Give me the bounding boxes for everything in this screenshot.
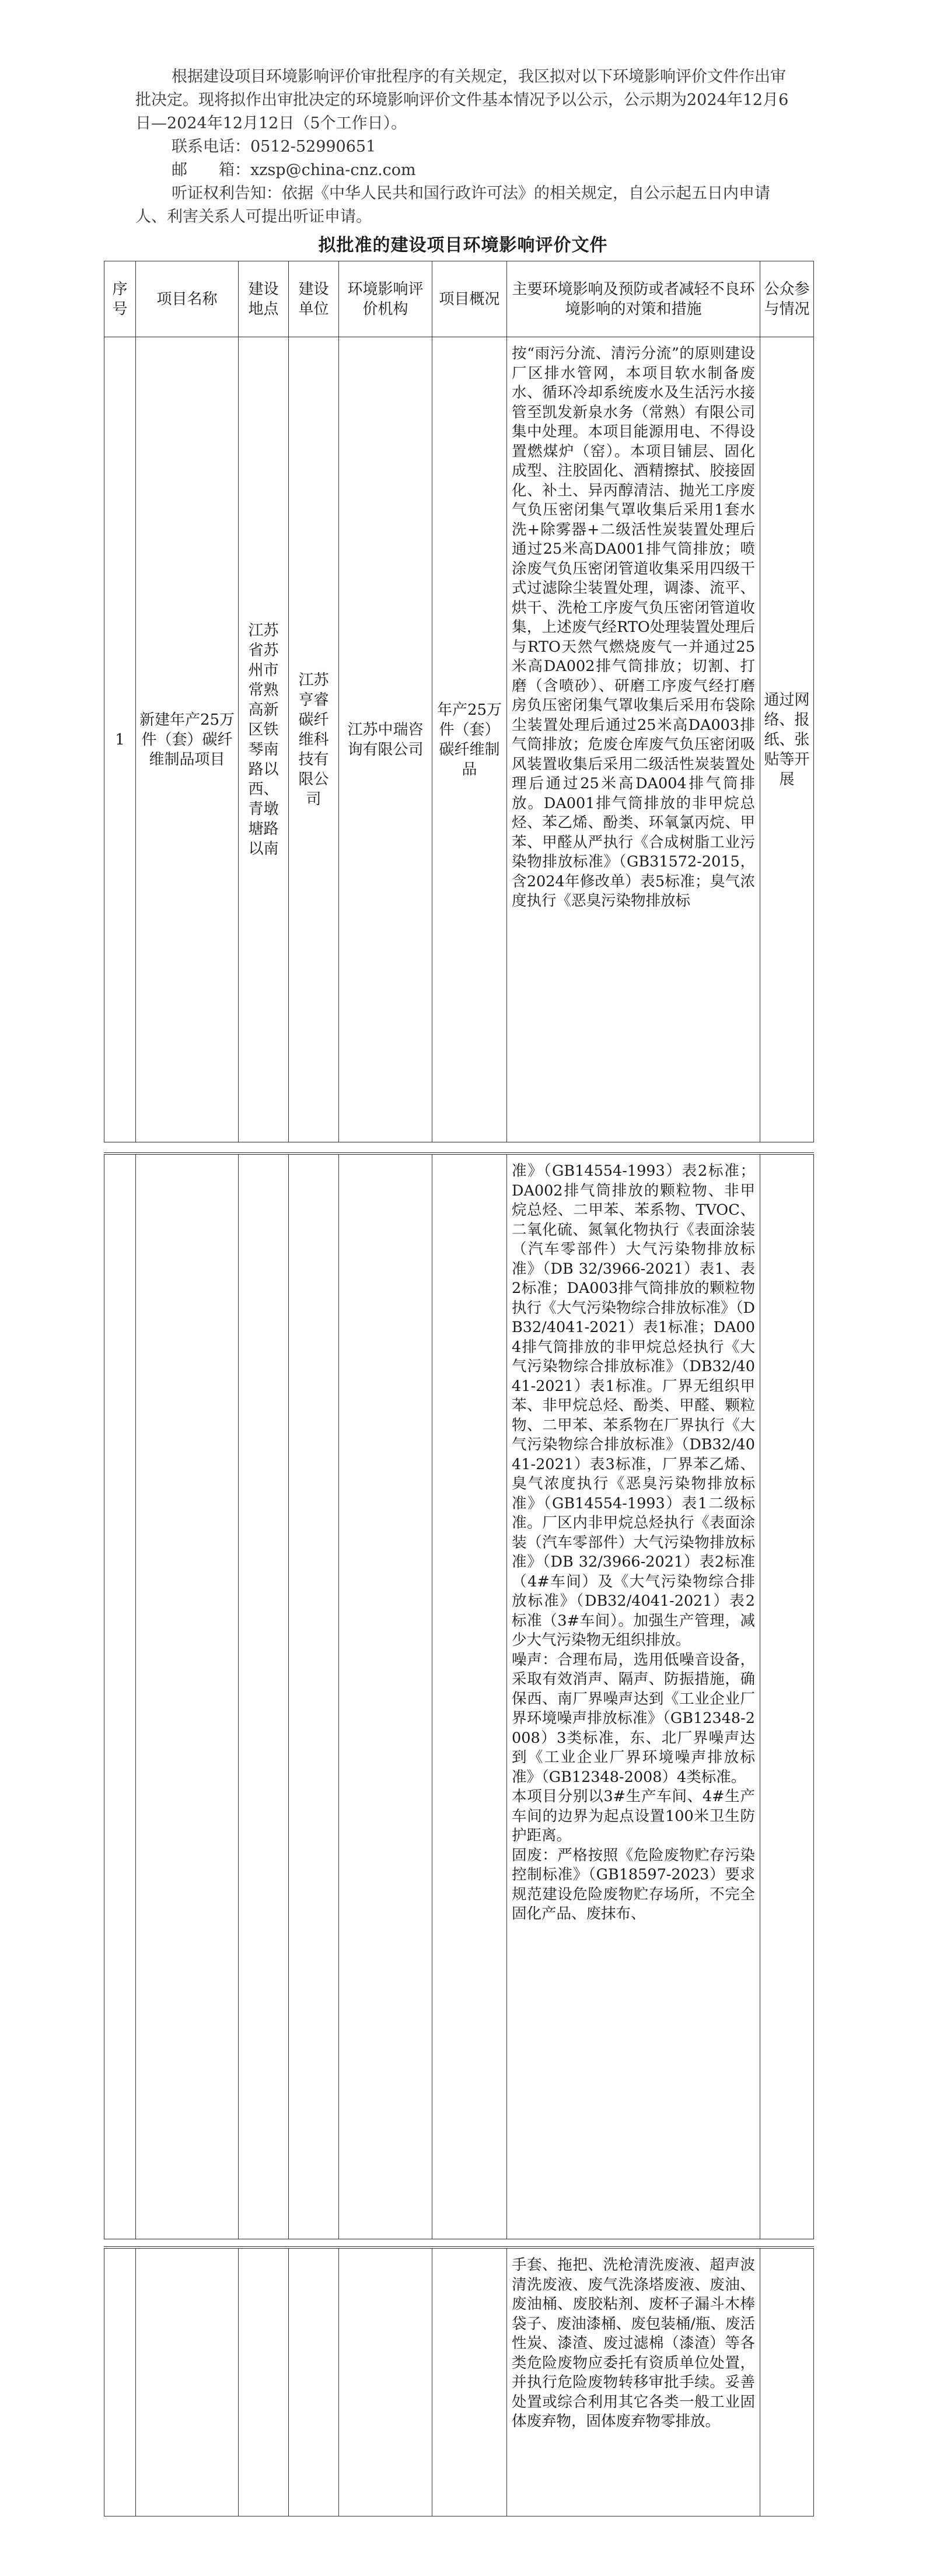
empty-cell (289, 2248, 339, 2516)
header-measures: 主要环境影响及预防或者减轻不良环境影响的对策和措施 (507, 261, 760, 337)
contact-phone (135, 135, 792, 159)
empty-cell (760, 1154, 814, 2239)
empty-cell (289, 1154, 339, 2239)
header-agency: 环境影响评价机构 (339, 261, 432, 337)
header-no: 序号 (104, 261, 136, 337)
empty-cell (432, 1154, 507, 2239)
row-no: 1 (104, 337, 136, 1142)
row-overview: 年产25万件（套）碳纤维制品 (432, 337, 507, 1142)
table-row-continued (104, 2248, 814, 2516)
noise-measures: 噪声：合理布局，选用低噪音设备，采取有效消声、隔声、防振措施，确保西、南厂界噪声达到《工业企业厂界环境噪声排放标准》（GB12348-2008）3类标准，东、北厂界噪声达到《工业企业厂界环境噪声排放标准》（GB12348-2008）4类标准。 (512, 1651, 755, 1786)
table-title: 拟批准的建设项目环境影响评价文件 (318, 235, 608, 256)
table-row-continued (104, 1154, 814, 2239)
empty-cell (239, 1154, 289, 2239)
empty-cell (239, 2248, 289, 2516)
intro-block (135, 65, 792, 229)
row-public: 通过网络、报纸、张贴等开展 (760, 337, 814, 1142)
solid-waste-measures: 固废：严格按照《危险废物贮存污染控制标准》（GB18597-2023）要求规范建设危险废物贮存场所，不完全固化产品、废抹布、 (512, 1846, 755, 1923)
header-project-name: 项目名称 (136, 261, 239, 337)
protection-distance: 本项目分别以3#生产车间、4#生产车间的边界为起点设置100米卫生防护距离。 (512, 1788, 755, 1844)
project-table-part-2 (104, 1152, 814, 2239)
header-public: 公众参与情况 (760, 261, 814, 337)
row-agency: 江苏中瑞咨询有限公司 (339, 337, 432, 1142)
phone-label: 联系电话： (172, 138, 250, 156)
empty-cell (760, 2248, 814, 2516)
row-location: 江苏省苏州市常熟高新区铁琴南路以西、青墩塘路以南 (239, 337, 289, 1142)
empty-cell (432, 2248, 507, 2516)
header-location: 建设地点 (239, 261, 289, 337)
table-header-row (104, 261, 814, 337)
row-measures-part-3: 手套、拖把、洗枪清洗废液、超声波清洗废液、废气洗涤塔废液、废油、废油桶、废胶粘剂、废杯子漏斗木棒袋子、废油漆桶、废包装桶/瓶、废活性炭、漆渣、废过滤棉（漆渣）等各类危险废物应委托有资质单位处置，并执行危险废物转移审批手续。妥善处置或综合利用其它各类一般工业固体废弃物，固体废弃物零排放。 (507, 2248, 760, 2516)
air-emission-standards: 准》（GB14554-1993）表2标准；DA002排气筒排放的颗粒物、非甲烷总烃、二甲苯、苯系物、TVOC、二氧化硫、氮氧化物执行《表面涂装（汽车零部件）大气污染物排放标准》（DB 32/3966-2021）表1、表2标准；DA003排气筒排放的颗粒物执行《大气污染物综合排放标准》（DB32/4041-2021）表1标准；DA004排气筒排放的非甲烷总烃执行《大气污染物综合排放标准》（DB32/4041-2021）表1标准。厂界无组织甲苯、非甲烷总烃、酚类、甲醛、颗粒物、二甲苯、苯系物在厂界执行《大气污染物综合排放标准》（DB32/4041-2021）表3标准，厂界苯乙烯、臭气浓度执行《恶臭污染物排放标准》（GB14554-1993）表1二级标准。厂区内非甲烷总烃执行《表面涂装（汽车零部件）大气污染物排放标准》（DB 32/3966-2021）表2标准（4#车间）及《大气污染物综合排放标准》（DB32/4041-2021）表2标准（3#车间）。加强生产管理，减少大气污染物无组织排放。 (512, 1162, 755, 1649)
phone-value: 0512-52990651 (250, 138, 376, 156)
hearing-notice: 听证权利告知：依据《中华人民共和国行政许可法》的相关规定，自公示起五日内申请人、利害关系人可提出听证申请。 (135, 184, 770, 226)
row-measures-part-2 (507, 1154, 760, 2239)
empty-cell (339, 2248, 432, 2516)
row-unit: 江苏亨睿碳纤维科技有限公司 (289, 337, 339, 1142)
header-overview: 项目概况 (432, 261, 507, 337)
row-measures-part-1: 按“雨污分流、清污分流”的原则建设厂区排水管网，本项目软水制备废水、循环冷却系统废水及生活污水接管至凯发新泉水务（常熟）有限公司集中处理。本项目能源用电、不得设置燃煤炉（窑）。本项目铺层、固化成型、注胶固化、酒精擦拭、胶接固化、补土、异丙醇清洁、抛光工序废气负压密闭集气罩收集后采用1套水洗+除雾器+二级活性炭装置处理后通过25米高DA001排气筒排放；喷涂废气负压密闭管道收集采用四级干式过滤除尘装置处理，调漆、流平、烘干、洗枪工序废气负压密闭管道收集，上述废气经RTO处理装置处理后与RTO天然气燃烧废气一并通过25米高DA002排气筒排放；切割、打磨（含喷砂）、研磨工序废气经打磨房负压密闭集气罩收集后采用布袋除尘装置处理后通过25米高DA003排气筒排放；危废仓库废气负压密闭吸风装置收集后采用二级活性炭装置处理后通过25米高DA004排气筒排放。DA001排气筒排放的非甲烷总烃、苯乙烯、酚类、环氧氯丙烷、甲苯、甲醛从严执行《合成树脂工业污染物排放标准》（GB31572-2015，含2024年修改单）表5标准；臭气浓度执行《恶臭污染物排放标 (507, 337, 760, 1142)
intro-paragraph: 根据建设项目环境影响评价审批程序的有关规定，我区拟对以下环境影响评价文件作出审批决定。现将拟作出审批决定的环境影响评价文件基本情况予以公示，公示期为2024年12月6日—2024年12月12日（5个工作日）。 (135, 68, 789, 132)
email-label: 邮 箱： (172, 161, 250, 179)
header-unit: 建设单位 (289, 261, 339, 337)
email-value: xzsp@china-cnz.com (250, 161, 416, 179)
empty-cell (104, 2248, 136, 2516)
empty-cell (339, 1154, 432, 2239)
contact-email (135, 159, 792, 182)
table-row (104, 337, 814, 1142)
row-project-name: 新建年产25万件（套）碳纤维制品项目 (136, 337, 239, 1142)
project-table-part-3 (104, 2246, 814, 2516)
empty-cell (136, 1154, 239, 2239)
empty-cell (104, 1154, 136, 2239)
project-table-part-1 (104, 261, 814, 1142)
empty-cell (136, 2248, 239, 2516)
